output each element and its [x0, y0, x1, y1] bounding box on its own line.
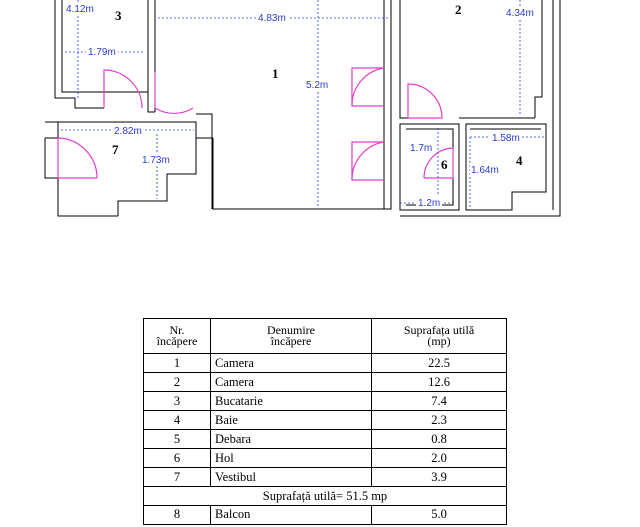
table-row — [144, 449, 507, 468]
table-row — [144, 373, 507, 392]
row-nr: 1 — [144, 354, 211, 373]
room-number: 7 — [112, 142, 119, 157]
row-area: 22.5 — [372, 354, 507, 373]
dimension-label: 4.12m — [66, 4, 94, 15]
dimension-label: 4.34m — [506, 8, 534, 19]
dimension-label: 5.2m — [306, 80, 329, 91]
table-row — [144, 468, 507, 487]
row-nr: 8 — [144, 506, 211, 525]
row-name: Camera — [211, 373, 372, 392]
row-name: Hol — [211, 449, 372, 468]
room-area-table — [143, 318, 507, 525]
row-nr: 7 — [144, 468, 211, 487]
header-nr: Nr. încăpere — [144, 319, 211, 354]
dimension-label: 2.82m — [114, 126, 142, 137]
room-number: 4 — [516, 153, 523, 168]
row-nr: 3 — [144, 392, 211, 411]
walls — [45, 0, 560, 216]
row-nr: 4 — [144, 411, 211, 430]
dimension-label: 1.58m — [492, 133, 520, 144]
dimension-label: 1.2m — [418, 198, 441, 209]
dimension-label: 1.7m — [410, 143, 433, 154]
total-row — [144, 487, 507, 506]
table-row — [144, 392, 507, 411]
floor-plan — [0, 0, 640, 230]
row-area: 2.0 — [372, 449, 507, 468]
row-nr: 6 — [144, 449, 211, 468]
table-row — [144, 354, 507, 373]
room-number: 1 — [272, 66, 279, 81]
dimension-lines — [61, 0, 544, 208]
row-area: 12.6 — [372, 373, 507, 392]
row-area: 2.3 — [372, 411, 507, 430]
row-name: Bucatarie — [211, 392, 372, 411]
total-area: Suprafață utilă= 51.5 mp — [144, 487, 507, 506]
row-name: Debara — [211, 430, 372, 449]
row-area: 0.8 — [372, 430, 507, 449]
table-header-row — [144, 319, 507, 354]
room-number: 6 — [441, 157, 448, 172]
table-row — [144, 411, 507, 430]
row-name: Baie — [211, 411, 372, 430]
row-name: Camera — [211, 354, 372, 373]
row-name: Balcon — [211, 506, 372, 525]
table-row — [144, 506, 507, 525]
dimension-label: 1.79m — [88, 47, 116, 58]
table-row — [144, 430, 507, 449]
row-area: 5.0 — [372, 506, 507, 525]
dimension-label: 1.64m — [471, 165, 499, 176]
row-nr: 2 — [144, 373, 211, 392]
dimension-labels — [64, 2, 538, 209]
row-nr: 5 — [144, 430, 211, 449]
row-area: 3.9 — [372, 468, 507, 487]
room-number: 2 — [455, 2, 462, 17]
header-name: Denumire încăpere — [211, 319, 372, 354]
room-number: 3 — [115, 8, 122, 23]
row-name: Vestibul — [211, 468, 372, 487]
row-area: 7.4 — [372, 392, 507, 411]
dimension-label: 4.83m — [258, 13, 286, 24]
dimension-label: 1.73m — [142, 155, 170, 166]
header-area: Suprafața utilă (mp) — [372, 319, 507, 354]
